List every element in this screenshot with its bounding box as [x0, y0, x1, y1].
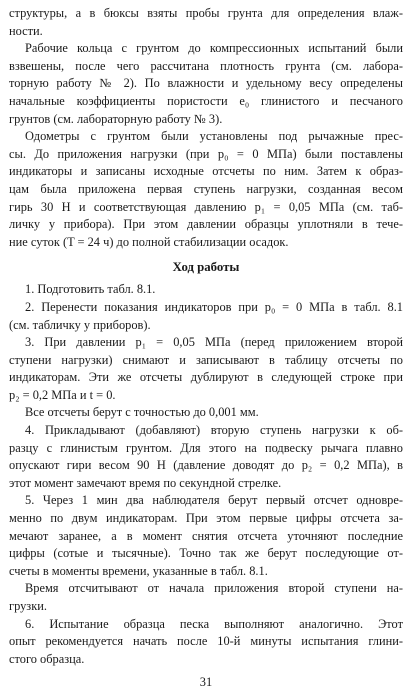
text-line: счеты в моменты времени, указанные в табл. 8.1.	[9, 563, 268, 578]
text-line: 1. Подготовить табл. 8.1.	[25, 282, 156, 297]
text-line: мечают заранее, а в момент снятия отсчета уточняют последние	[9, 528, 403, 543]
text-line: Все отсчеты берут с точностью до 0,001 мм.	[25, 405, 259, 420]
text-line: грунтов (см. лабораторную работу № 3).	[9, 111, 223, 126]
step-paragraph	[9, 492, 403, 580]
text-line: стого образца.	[9, 651, 85, 666]
text-line: гирь 30 Н и соответствующая давлению p₁ = 0,05 МПа (см. таб-	[9, 199, 403, 214]
step-paragraph	[9, 404, 403, 422]
text-line: Время отсчитывают от начала приложения второй ступени на-	[25, 581, 403, 596]
text-line: начальные коэффициенты пористости e₀ глинистого и песчаного	[9, 93, 403, 108]
text-line: ности.	[9, 23, 43, 38]
text-line: ние суток (T = 24 ч) до полной стабилизации осадок.	[9, 234, 289, 249]
intro-paragraph	[9, 5, 403, 40]
text-line: цифры (сотые и тысячные). Точно так же берут последующие от-	[9, 546, 403, 561]
procedure-steps	[9, 281, 403, 668]
text-line: менно по двум индикаторам. При этом первые цифры отсчета за-	[9, 511, 403, 526]
text-line: разцу с глинистым грунтом. Для этого на подвеску рычага плавно	[9, 440, 403, 455]
step-paragraph	[9, 616, 403, 669]
text-line: Рабочие кольца с грунтом до компрессионных испытаний были	[25, 41, 403, 56]
text-line: грузки.	[9, 599, 47, 613]
text-line: p₂ = 0,2 МПа и t = 0.	[9, 387, 116, 402]
text-line: структуры, а в бюксы взяты пробы грунта для определения влаж-	[9, 6, 403, 20]
text-line: личку у прибора). При этом давлении образцы уплотняли в тече-	[9, 217, 403, 232]
text-line: ступени нагрузки) снимают и записывают в таблицу отсчеты по	[9, 352, 403, 367]
text-line: 6. Испытание образца песка выполняют аналогично. Этот	[25, 616, 403, 631]
step-paragraph	[9, 422, 403, 492]
text-line: цам была приложена первая ступень нагрузки, созданная весом	[9, 181, 403, 196]
text-line: торную работу № 2). По влажности и удельному весу определены	[9, 76, 403, 91]
text-line: взвешены, после чего рассчитана плотность грунта (см. лабора-	[9, 58, 403, 73]
text-line: 4. Прикладывают (добавляют) вторую ступень нагрузки к об-	[25, 423, 403, 438]
intro-section	[9, 5, 403, 251]
page-number: 31	[199, 675, 213, 689]
text-line: индикаторам. Эти же отсчеты дублируют в следующей строке при	[9, 370, 403, 385]
text-line: опускают гири весом 90 Н (давление доводят до p₂ = 0,2 МПа), в	[9, 458, 403, 473]
text-line: Одометры с грунтом были установлены под рычажные прес-	[25, 129, 403, 144]
text-line: 5. Через 1 мин два наблюдателя берут первый отсчет одновре-	[25, 493, 403, 508]
section-heading: Ход работы	[172, 260, 240, 275]
text-line: индикаторы и записаны исходные отсчеты по ним. Затем к образ-	[9, 164, 403, 179]
text-line: сы. До приложения нагрузки (при p₀ = 0 МПа) были поставлены	[9, 146, 403, 161]
intro-paragraph	[9, 128, 403, 251]
step-paragraph	[9, 580, 403, 615]
text-line: этот момент замечают время по секундной стрелке.	[9, 475, 282, 490]
step-paragraph	[9, 299, 403, 334]
text-line: (см. табличку у приборов).	[9, 317, 151, 332]
text-line: опыт рекомендуется начать после 10-й минуты испытания глини-	[9, 634, 403, 649]
step-paragraph	[9, 334, 403, 404]
text-line: 3. При давлении p₁ = 0,05 МПа (перед приложением второй	[25, 335, 403, 350]
step-paragraph	[9, 281, 403, 299]
text-line: 2. Перенести показания индикаторов при p₀ = 0 МПа в табл. 8.1	[25, 299, 403, 314]
intro-paragraph	[9, 40, 403, 128]
